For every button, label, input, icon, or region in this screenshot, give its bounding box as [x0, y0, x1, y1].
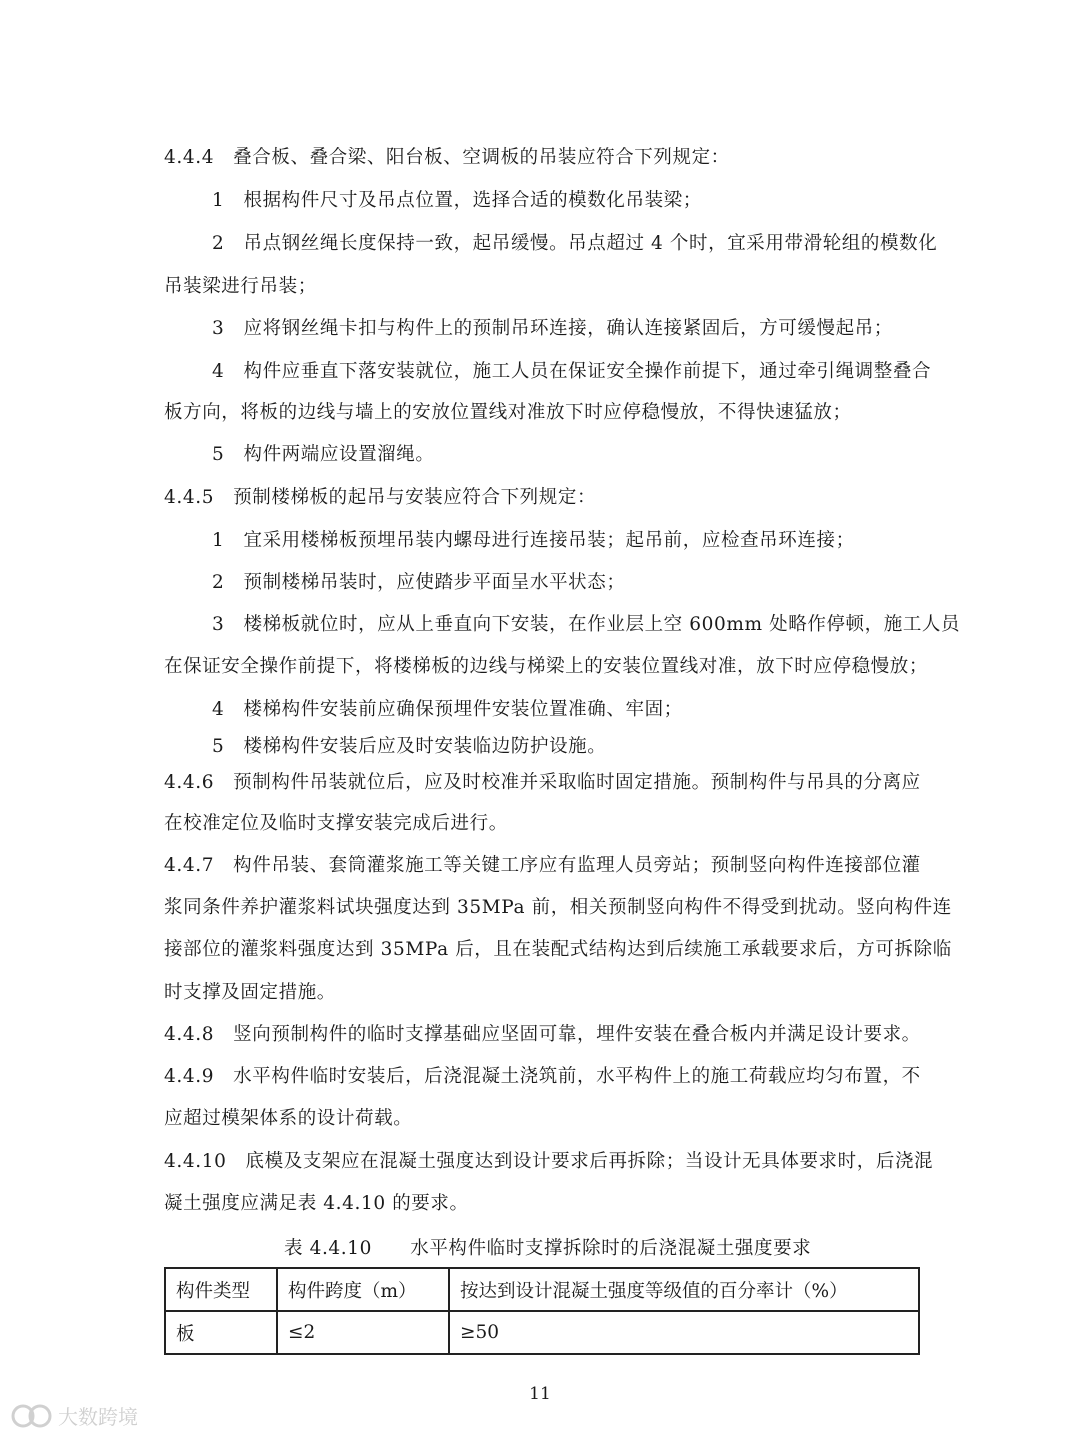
clause-4-4-4-item-1: 1 根据构件尺寸及吊点位置，选择合适的模数化吊装梁； — [212, 190, 702, 211]
clause-4-4-9-cont: 应超过模架体系的设计荷载。 — [164, 1108, 413, 1129]
clause-4-4-7: 4.4.7 构件吊装、套筒灌浆施工等关键工序应有监理人员旁站；预制竖向构件连接部位灌 — [164, 855, 921, 876]
clause-4-4-4-item-2: 2 吊点钢丝绳长度保持一致，起吊缓慢。吊点超过 4 个时，宜采用带滑轮组的模数化 — [212, 233, 938, 254]
table-header-row — [165, 1268, 919, 1311]
clause-4-4-5-item-2: 2 预制楼梯吊装时，应使踏步平面呈水平状态； — [212, 572, 626, 593]
double-circle-logo-icon — [10, 1403, 54, 1429]
clause-4-4-4-heading: 4.4.4 叠合板、叠合梁、阳台板、空调板的吊装应符合下列规定： — [164, 147, 730, 168]
header-component-type: 构件类型 — [165, 1268, 277, 1311]
watermark — [10, 1401, 138, 1430]
clause-4-4-7-cont-3: 时支撑及固定措施。 — [164, 982, 336, 1003]
clause-4-4-5-item-1: 1 宜采用楼梯板预埋吊装内螺母进行连接吊装；起吊前，应检查吊环连接； — [212, 530, 855, 551]
clause-4-4-5-item-3: 3 楼梯板就位时，应从上垂直向下安装，在作业层上空 600mm 处略作停顿，施工人员 — [212, 614, 961, 635]
header-strength-percent: 按达到设计混凝土强度等级值的百分率计（%） — [449, 1268, 919, 1311]
clause-4-4-10-cont: 凝土强度应满足表 4.4.10 的要求。 — [164, 1193, 469, 1214]
cell-span: ≤2 — [277, 1311, 449, 1354]
clause-4-4-10: 4.4.10 底模及支架应在混凝土强度达到设计要求后再拆除；当设计无具体要求时，后浇混 — [164, 1151, 934, 1172]
watermark-text: 大数跨境 — [58, 1405, 138, 1429]
clause-4-4-5-item-3-cont: 在保证安全操作前提下，将楼梯板的边线与梯梁上的安装位置线对准，放下时应停稳慢放； — [164, 656, 929, 677]
table-caption: 表 4.4.10 水平构件临时支撑拆除时的后浇混凝土强度要求 — [284, 1238, 812, 1259]
cell-strength-percent: ≥50 — [449, 1311, 919, 1354]
clause-4-4-6: 4.4.6 预制构件吊装就位后，应及时校准并采取临时固定措施。预制构件与吊具的分离应 — [164, 772, 921, 793]
clause-4-4-4-item-2-cont: 吊装梁进行吊装； — [164, 276, 317, 297]
clause-4-4-4-item-5: 5 构件两端应设置溜绳。 — [212, 444, 435, 465]
clause-4-4-5-item-5: 5 楼梯构件安装后应及时安装临边防护设施。 — [212, 736, 607, 757]
clause-4-4-4-item-4-cont: 板方向，将板的边线与墙上的安放位置线对准放下时应停稳慢放，不得快速猛放； — [164, 402, 852, 423]
page-number: 11 — [529, 1384, 551, 1404]
clause-4-4-5-heading: 4.4.5 预制楼梯板的起吊与安装应符合下列规定： — [164, 487, 597, 508]
strength-requirement-table — [164, 1267, 920, 1355]
clause-4-4-9: 4.4.9 水平构件临时安装后，后浇混凝土浇筑前，水平构件上的施工荷载应均匀布置，不 — [164, 1066, 921, 1087]
clause-4-4-4-item-4: 4 构件应垂直下落安装就位，施工人员在保证安全操作前提下，通过牵引绳调整叠合 — [212, 361, 932, 382]
header-span: 构件跨度（m） — [277, 1268, 449, 1311]
clause-4-4-5-item-4: 4 楼梯构件安装前应确保预埋件安装位置准确、牢固； — [212, 699, 683, 720]
table-row — [165, 1311, 919, 1354]
clause-4-4-7-cont-1: 浆同条件养护灌浆料试块强度达到 35MPa 前，相关预制竖向构件不得受到扰动。竖向构件连 — [164, 897, 952, 918]
clause-4-4-8: 4.4.8 竖向预制构件的临时支撑基础应坚固可靠，埋件安装在叠合板内并满足设计要求。 — [164, 1024, 921, 1045]
clause-4-4-7-cont-2: 接部位的灌浆料强度达到 35MPa 后，且在装配式结构达到后续施工承载要求后，方可拆除临 — [164, 939, 952, 960]
cell-component-type: 板 — [165, 1311, 277, 1354]
clause-4-4-6-cont: 在校准定位及临时支撑安装完成后进行。 — [164, 813, 508, 834]
clause-4-4-4-item-3: 3 应将钢丝绳卡扣与构件上的预制吊环连接，确认连接紧固后，方可缓慢起吊； — [212, 318, 893, 339]
